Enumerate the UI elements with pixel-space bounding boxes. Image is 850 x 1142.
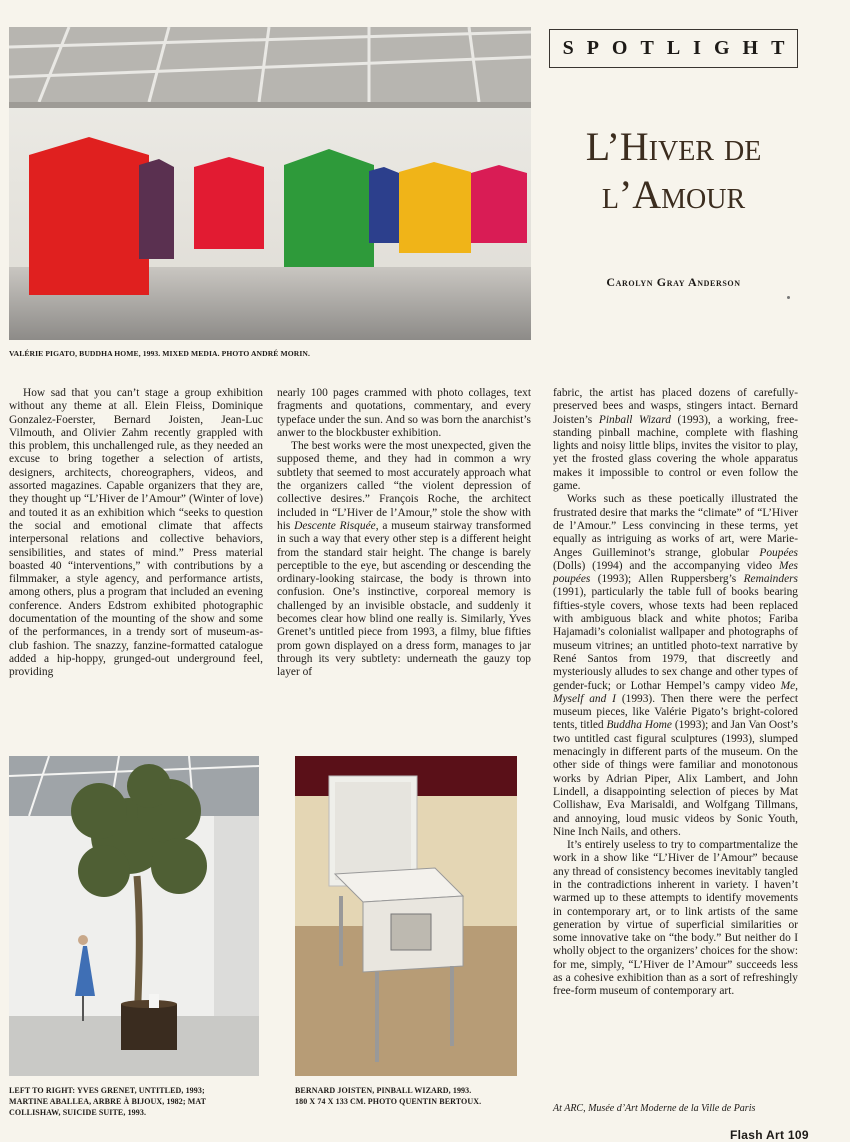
- col3-p2-title-5: Buddha Home: [606, 719, 672, 732]
- column-3: [553, 387, 798, 1092]
- column-2: [277, 387, 531, 717]
- col3-p2-text-d: (1991), particularly the table full of books bearing fifties-style covers, whose texts had been replaced with ambiguous black and white photos; Fariba Hajamadi’s colonialist wallpaper and photographs of museum vitrines; an untitled photo-text narrative by René Santos from 1979, that discreetly and mysteriously alludes to sex change and other types of gender-fuck; or Lothar Hempel’s campy video: [553, 586, 798, 692]
- venue-credit: At ARC, Musée d’Art Moderne de la Ville de Paris: [553, 1103, 756, 1114]
- col3-p2-text-a: Works such as these poetically illustrated the frustrated desire that marks the “climate” of “L’Hiver de l’Amour.” Less convincing in these terms, yet equally as intriguing as works of art, were Marie-Anges Guilleminot’s strange, globular: [553, 493, 798, 559]
- col3-p2-title-3: Remainders: [743, 573, 798, 586]
- bottom-left-caption: [9, 1085, 269, 1118]
- col2-p2-title: Descente Risquée: [294, 519, 376, 532]
- col3-paragraph-3: It’s entirely useless to try to compartmentalize the work in a show like “L’Hiver de l’Amour” because any thread of consistency becomes inevitably tangled in the contradictions inherent in variety. I haven’t warmed up to these attempts to identify movements in contemporary art, or to link artists of the same generation by virtue of superficial similarities or some innovative take on “the body.” But neither do I wholly object to the organizers’ choices for the show: for me, simply, “L’Hiver de l’Amour” succeeds less as a cohesive exhibition than as a sort of refreshingly free-form museum of contemporary art.: [553, 839, 798, 998]
- section-label: SPOTLIGHT: [549, 29, 798, 68]
- col2-p2-text-b: , a museum stairway transformed in such a way that every other step is a different height from the standard stair height. The change is barely perceptible to the eye, but ascending or descending the ordinary-looking staircase, the body is thrown into confusion. One’s instinctive, corporeal memory is challenged by an invisible obstacle, and suddenly it becomes clear how blind one really is. Similarly, Yves Grenet’s untitled piece from 1993, a filmy, blue fifties prom gown displayed on a dress form, manages to jar through its very subtlety: underneath the gauzy top layer of: [277, 519, 532, 679]
- col3-p1-text-b: (1993), a working, free-standing pinball machine, complete with flashing lights and noisy little blips, invites the visitor to play, yet the frosted glass covering the whole apparatus makes it impossible to control or even follow the game.: [553, 413, 798, 493]
- title-line-1: L’Hiver de: [585, 124, 762, 169]
- tents-photo: [9, 27, 531, 340]
- col3-p2-text-e: (1993). Then there were the perfect museum pieces, like Valérie Pigato’s bright-colored tents, titled: [553, 692, 798, 732]
- col3-p1-title: Pinball Wizard: [598, 413, 671, 426]
- column-1: [9, 387, 263, 687]
- col3-p2-text-c: (1993); Allen Ruppersberg’s: [590, 573, 744, 586]
- col3-p2-title-4: Me, Myself and I: [553, 679, 798, 705]
- col2-p2-text-a: The best works were the most unexpected, given the supposed theme, and they had in common a wry subtlety that seemed to most accurately approach what the organizers called “the violent depression of collective desires.” François Roche, the architect included in “L’Hiver de l’Amour,” stole the show with his: [277, 440, 531, 532]
- col1-paragraph-1: How sad that you can’t stage a group exhibition without any theme at all. Elein Fleiss, Dominique Gonzalez-Foerster, Bernard Joisten, Jean-Luc Vilmouth, and Olivier Zahm recently grappled with this problem, this unchallenged rule, as they needed an excuse to bring together a selection of artists, designers, architects, choreographers, videos, and assorted magazines. Capable organizers that they are, they thought up “L’Hiver de l’Amour” (Winter of love) and touted it as an exhibition which “seeks to question the social and emotional climate that affects interpersonal relations and collective behaviors, sensibilities, and states of mind.” Press material boasted 40 “interventions,” with contributions by a filmmaker, a style agency, and performance artists, among others, plus a program that included an evening conference. Anders Edstrom exhibited photographic documentation of the mounting of the show and some of the performances, in a trendy sort of museum-as-club fashion. The snazzy, fanzine-formatted catalogue added a hip-hoppy, grunged-out underground feel, providing: [9, 387, 263, 679]
- bottom-right-caption-line-2: 180 X 74 X 133 CM. PHOTO QUENTIN BERTOUX.: [295, 1097, 482, 1106]
- top-photo-caption: VALÉRIE PIGATO, BUDDHA HOME, 1993. MIXED MEDIA. PHOTO ANDRÉ MORIN.: [9, 349, 310, 358]
- author-byline: Carolyn Gray Anderson: [606, 275, 741, 289]
- col2-paragraph-2: [277, 440, 531, 679]
- page-footer: Flash Art 109: [730, 1128, 809, 1142]
- col3-p2-title-1: Poupées: [759, 546, 798, 559]
- bottom-left-caption-line-1: LEFT TO RIGHT: YVES GRENET, UNTITLED, 1993;: [9, 1086, 205, 1095]
- col3-p2-text-b: (Dolls) (1994) and the accompanying video: [553, 559, 780, 572]
- bottom-left-caption-line-3: COLLISHAW, SUICIDE SUITE, 1993.: [9, 1108, 147, 1117]
- pinball-photo: [295, 756, 517, 1076]
- col3-p2-title-2: Mes poupées: [553, 559, 798, 586]
- col2-paragraph-1: nearly 100 pages crammed with photo collages, text fragments and quotations, commentary, and every typeface under the sun. And so was born the anarchist’s anwer to the blockbuster exhibition.: [277, 387, 531, 439]
- bottom-right-caption-line-1: BERNARD JOISTEN, PINBALL WIZARD, 1993.: [295, 1086, 472, 1095]
- col3-p2-text-f: (1993); and Jan Van Oost’s two untitled cast figural sculptures (1993), slumped menacingly in different parts of the museum. On the other side of things were familiar and monotonous works by Adrian Piper, Alix Lambert, and John Lindell, a disappointing selection of pieces by Mat Collishaw, Eva Marisaldi, and Wolfgang Tillmans, and annoying, loud music videos by Sonic Youth, Nine Inch Nails, and others.: [553, 719, 798, 838]
- decorative-dot: [787, 296, 790, 299]
- col3-p1-text-a: fabric, the artist has placed dozens of carefully-preserved bees and wasps, stingers intact. Bernard Joisten’s: [553, 387, 798, 426]
- article-title: [549, 123, 798, 219]
- bottom-left-caption-line-2: MARTINE ABALLEA, ARBRE À BIJOUX, 1982; MAT: [9, 1097, 207, 1106]
- bottom-right-caption: [295, 1085, 525, 1107]
- tree-installation-photo: [9, 756, 259, 1076]
- col3-paragraph-2: [553, 493, 798, 839]
- title-line-2: l’Amour: [601, 172, 746, 217]
- col3-paragraph-1: [553, 387, 798, 493]
